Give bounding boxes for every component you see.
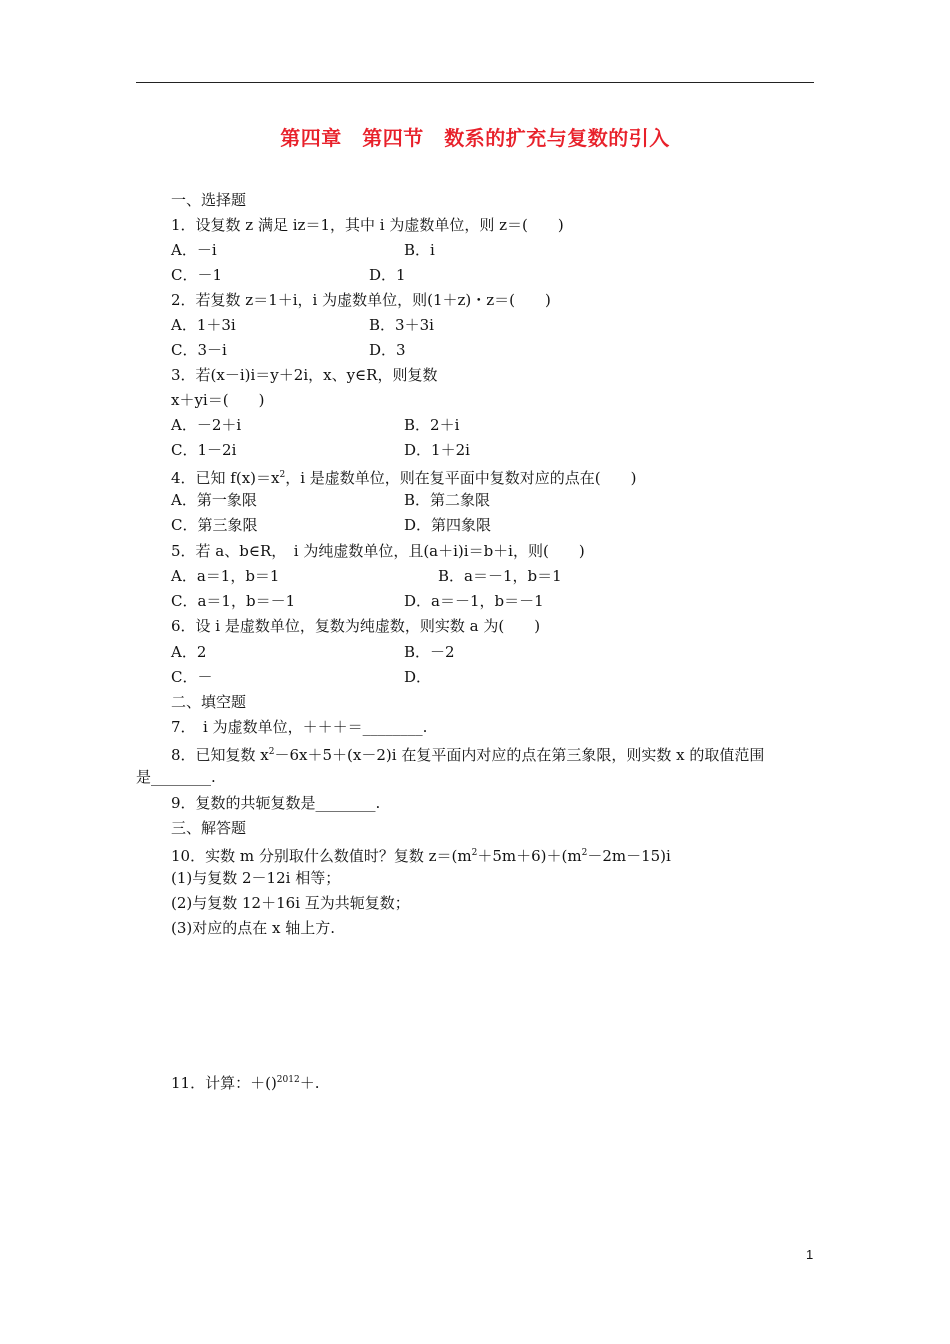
option-a: A．2	[171, 643, 207, 661]
page-number: 1	[806, 1247, 814, 1262]
option-c: C．1－2i	[171, 441, 237, 459]
question-stem: 7． i 为虚数单位，＋＋＋＝________.	[171, 718, 428, 736]
superscript: 2	[581, 848, 588, 858]
option-d: D．第四象限	[404, 516, 492, 534]
option-a: A．第一象限	[171, 491, 257, 509]
section-heading: 一、选择题	[171, 191, 247, 209]
question-stem	[171, 1070, 319, 1093]
stem-text: ＋5m＋6)＋(m	[477, 847, 582, 865]
option-b: B．－2	[404, 643, 455, 661]
superscript: 2	[279, 470, 286, 480]
section-heading: 三、解答题	[171, 819, 247, 837]
option-c: C．a＝1，b＝－1	[171, 592, 296, 610]
sub-question: (2)与复数 12＋16i 互为共轭复数；	[171, 894, 410, 912]
option-a: A．1＋3i	[171, 316, 236, 334]
question-stem-continued: x＋yi＝( )	[171, 391, 265, 409]
sub-question: (1)与复数 2－12i 相等；	[171, 869, 341, 887]
question-stem: 6．设 i 是虚数单位，复数为纯虚数，则实数 a 为( )	[171, 617, 541, 635]
option-a: A．－2＋i	[171, 416, 242, 434]
header-rule	[136, 82, 814, 83]
option-c: C．－1	[171, 266, 223, 284]
option-a: A．－i	[171, 241, 217, 259]
stem-text: －6x＋5＋(x－2)i 在复平面内对应的点在第三象限，则实数 x 的取值范围	[274, 746, 765, 764]
option-d: D．a＝－1，b＝－1	[404, 592, 544, 610]
option-d: D．1	[369, 266, 406, 284]
page-title: 第四章 第四节 数系的扩充与复数的引入	[280, 126, 670, 150]
question-stem	[171, 843, 671, 866]
question-stem	[171, 465, 637, 488]
superscript: 2012	[276, 1075, 300, 1085]
stem-text: ＋.	[299, 1074, 320, 1092]
superscript: 2	[471, 848, 478, 858]
option-a: A．a＝1，b＝1	[171, 567, 280, 585]
question-stem-continued: 是________.	[136, 768, 216, 786]
option-b: B．i	[404, 241, 435, 259]
stem-text: 10．实数 m 分别取什么数值时？复数 z＝(m	[171, 847, 472, 865]
question-stem: 2．若复数 z＝1＋i，i 为虚数单位，则(1＋z)・z＝( )	[171, 291, 551, 309]
stem-text: ，i 是虚数单位，则在复平面中复数对应的点在( )	[285, 469, 637, 487]
option-d: D．3	[369, 341, 406, 359]
question-stem	[171, 742, 764, 765]
option-c: C．第三象限	[171, 516, 258, 534]
option-b: B．第二象限	[404, 491, 491, 509]
option-b: B．2＋i	[404, 416, 460, 434]
option-b: B．a＝－1，b＝1	[438, 567, 562, 585]
stem-text: 8．已知复数 x	[171, 746, 269, 764]
sub-question: (3)对应的点在 x 轴上方.	[171, 919, 336, 937]
option-d: D．	[404, 668, 432, 686]
option-c: C．－	[171, 668, 213, 686]
stem-text: －2m－15)i	[587, 847, 671, 865]
question-stem: 3．若(x－i)i＝y＋2i，x、y∈R，则复数	[171, 366, 438, 384]
question-stem: 1．设复数 z 满足 iz＝1，其中 i 为虚数单位，则 z＝( )	[171, 216, 564, 234]
stem-text: 11．计算：＋()	[171, 1074, 277, 1092]
option-b: B．3＋3i	[369, 316, 434, 334]
option-d: D．1＋2i	[404, 441, 470, 459]
question-stem: 9．复数的共轭复数是________.	[171, 794, 381, 812]
section-heading: 二、填空题	[171, 693, 247, 711]
stem-text: 4．已知 f(x)＝x	[171, 469, 280, 487]
option-c: C．3－i	[171, 341, 227, 359]
question-stem: 5．若 a、b∈R， i 为纯虚数单位，且(a＋i)i＝b＋i，则( )	[171, 542, 585, 560]
superscript: 2	[268, 747, 275, 757]
